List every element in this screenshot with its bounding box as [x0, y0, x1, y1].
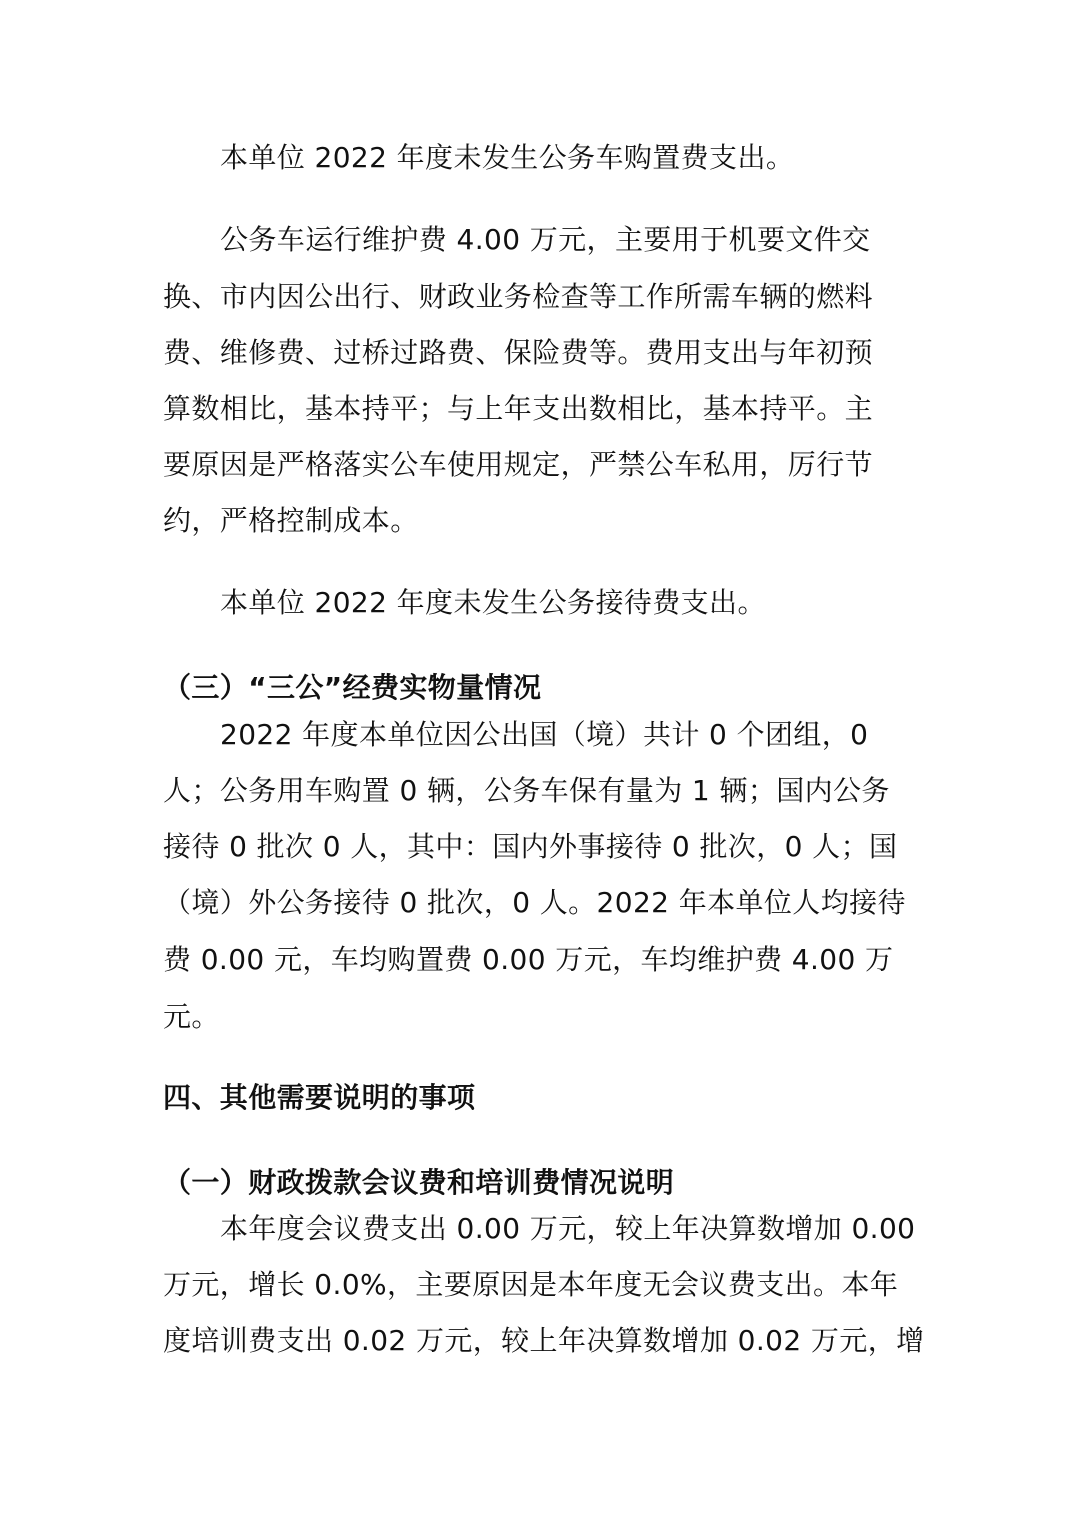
paragraph-vehicle-maintenance-line-6: 约，严格控制成本。 [163, 504, 419, 537]
paragraph-quantity-line-2: 人；公务用车购置 0 辆，公务车保有量为 1 辆；国内公务 [163, 774, 890, 807]
paragraph-quantity-line-1: 2022 年度本单位因公出国（境）共计 0 个团组，0 [220, 718, 869, 751]
paragraph-vehicle-maintenance-line-3: 费、维修费、过桥过路费、保险费等。费用支出与年初预 [163, 336, 874, 369]
paragraph-reception: 本单位 2022 年度未发生公务接待费支出。 [220, 586, 766, 619]
paragraph-meeting-training-line-3: 度培训费支出 0.02 万元，较上年决算数增加 0.02 万元，增 [163, 1324, 925, 1357]
paragraph-quantity-line-5: 费 0.00 元，车均购置费 0.00 万元，车均维护费 4.00 万 [163, 943, 894, 976]
paragraph-vehicle-purchase: 本单位 2022 年度未发生公务车购置费支出。 [220, 141, 795, 174]
paragraph-meeting-training-line-1: 本年度会议费支出 0.00 万元，较上年决算数增加 0.00 [220, 1212, 916, 1245]
paragraph-vehicle-maintenance-line-1: 公务车运行维护费 4.00 万元，主要用于机要文件交 [220, 223, 871, 256]
paragraph-meeting-training-line-2: 万元，增长 0.0%，主要原因是本年度无会议费支出。本年 [163, 1268, 899, 1301]
paragraph-quantity-line-4: （境）外公务接待 0 批次，0 人。2022 年本单位人均接待 [163, 886, 906, 919]
paragraph-quantity-line-6: 元。 [163, 1000, 220, 1033]
section-heading-three-public-quantity: （三）“三公”经费实物量情况 [163, 671, 542, 704]
paragraph-vehicle-maintenance-line-2: 换、市内因公出行、财政业务检查等工作所需车辆的燃料 [163, 280, 874, 313]
paragraph-vehicle-maintenance-line-4: 算数相比，基本持平；与上年支出数相比，基本持平。主 [163, 392, 874, 425]
paragraph-vehicle-maintenance-line-5: 要原因是严格落实公车使用规定，严禁公车私用，厉行节 [163, 448, 874, 481]
paragraph-quantity-line-3: 接待 0 批次 0 人，其中：国内外事接待 0 批次，0 人；国 [163, 830, 898, 863]
section-heading-meeting-training: （一）财政拨款会议费和培训费情况说明 [163, 1166, 675, 1199]
section-heading-other-matters: 四、其他需要说明的事项 [163, 1081, 476, 1114]
